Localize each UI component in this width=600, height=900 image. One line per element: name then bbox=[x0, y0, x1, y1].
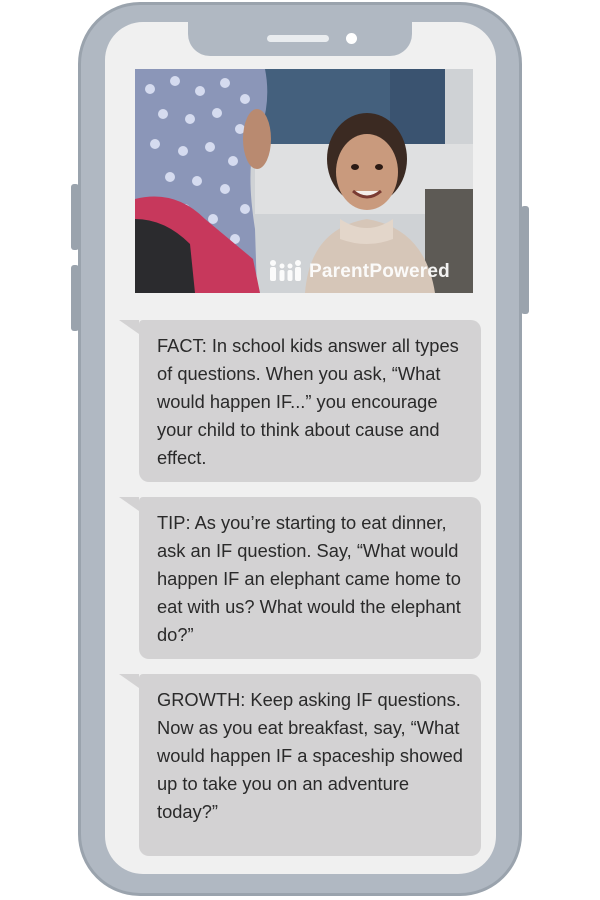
family-icon bbox=[267, 259, 303, 286]
power-button bbox=[521, 206, 529, 314]
volume-down-button bbox=[71, 265, 79, 331]
message-bubble-growth[interactable] bbox=[139, 674, 481, 856]
message-bubble-fact[interactable] bbox=[139, 320, 481, 482]
message-text: FACT: In school kids answer all types of questions. When you ask, “What would happen IF...” you encourage your child to think about cause and effect. bbox=[157, 335, 459, 468]
brand-logo bbox=[267, 258, 450, 286]
speaker-grille bbox=[267, 35, 329, 42]
front-camera bbox=[346, 33, 357, 44]
brand-name: ParentPowered bbox=[309, 261, 450, 282]
message-bubble-tip[interactable] bbox=[139, 497, 481, 659]
message-text: TIP: As you’re starting to eat dinner, ask an IF question. Say, “What would happen IF an elephant came home to eat with us? What would the elephant do?” bbox=[157, 512, 461, 645]
message-text: GROWTH: Keep asking IF questions. Now as you eat breakfast, say, “What would happen IF a spaceship showed up to take you on an adventure today?” bbox=[157, 689, 463, 822]
volume-up-button bbox=[71, 184, 79, 250]
